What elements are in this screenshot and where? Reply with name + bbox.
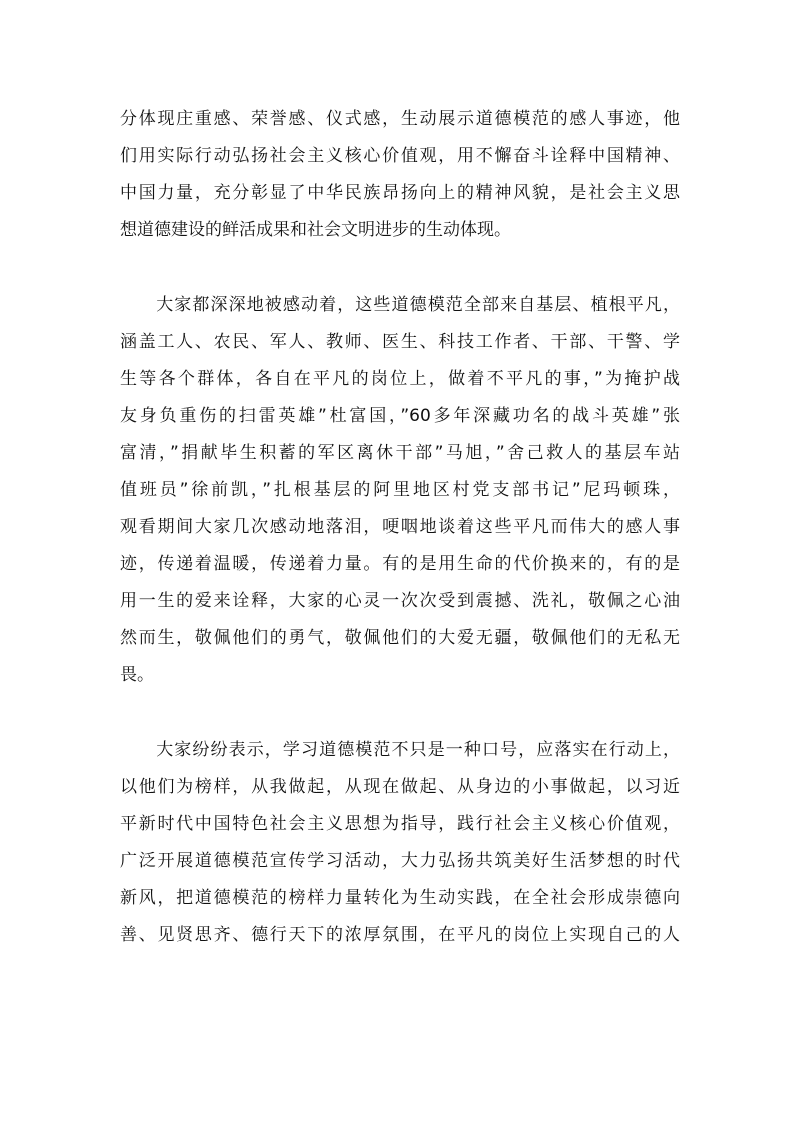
text-line: 广泛开展道德模范宣传学习活动，大力弘扬共筑美好生活梦想的时代 bbox=[120, 851, 680, 871]
paragraph bbox=[120, 732, 680, 954]
paragraph bbox=[120, 287, 680, 694]
text-line: 分体现庄重感、荣誉感、仪式感，生动展示道德模范的感人事迹，他 bbox=[120, 109, 680, 129]
text-line: 平新时代中国特色社会主义思想为指导，践行社会主义核心价值观， bbox=[120, 814, 680, 834]
text-line: 大家纷纷表示，学习道德模范不只是一种口号，应落实在行动上， bbox=[120, 740, 680, 760]
text-line: 们用实际行动弘扬社会主义核心价值观，用不懈奋斗诠释中国精神、 bbox=[120, 146, 680, 166]
text-line: 富清，”捐献毕生积蓄的军区离休干部”马旭，”舍己救人的基层车站 bbox=[120, 443, 680, 463]
text-line: 以他们为榜样，从我做起，从现在做起、从身边的小事做起，以习近 bbox=[120, 777, 680, 797]
text-line: 新风，把道德模范的榜样力量转化为生动实践，在全社会形成崇德向 bbox=[120, 888, 680, 908]
text-line: 然而生，敬佩他们的勇气，敬佩他们的大爱无疆，敬佩他们的无私无 bbox=[120, 628, 680, 648]
paragraph bbox=[120, 101, 680, 249]
paragraph-spacing bbox=[120, 694, 680, 732]
text-line: 涵盖工人、农民、军人、教师、医生、科技工作者、干部、干警、学 bbox=[120, 332, 680, 352]
paragraph-spacing bbox=[120, 249, 680, 287]
text-line: 生等各个群体，各自在平凡的岗位上，做着不平凡的事，”为掩护战 bbox=[120, 369, 680, 389]
text-line: 用一生的爱来诠释，大家的心灵一次次受到震撼、洗礼，敬佩之心油 bbox=[120, 591, 680, 611]
text-line: 观看期间大家几次感动地落泪，哽咽地谈着这些平凡而伟大的感人事 bbox=[120, 517, 680, 537]
text-line: 友身负重伤的扫雷英雄”杜富国，”60多年深藏功名的战斗英雄”张 bbox=[120, 406, 680, 426]
body-text bbox=[120, 101, 680, 954]
text-line: 善、见贤思齐、德行天下的浓厚氛围，在平凡的岗位上实现自己的人 bbox=[120, 925, 680, 945]
text-line: 畏。 bbox=[120, 665, 154, 685]
text-line: 大家都深深地被感动着，这些道德模范全部来自基层、植根平凡， bbox=[120, 295, 680, 315]
text-line: 值班员”徐前凯，”扎根基层的阿里地区村党支部书记”尼玛顿珠， bbox=[120, 480, 680, 500]
text-line: 想道德建设的鲜活成果和社会文明进步的生动体现。 bbox=[120, 220, 511, 240]
text-line: 迹，传递着温暖，传递着力量。有的是用生命的代价换来的，有的是 bbox=[120, 554, 680, 574]
text-line: 中国力量，充分彰显了中华民族昂扬向上的精神风貌，是社会主义思 bbox=[120, 183, 680, 203]
